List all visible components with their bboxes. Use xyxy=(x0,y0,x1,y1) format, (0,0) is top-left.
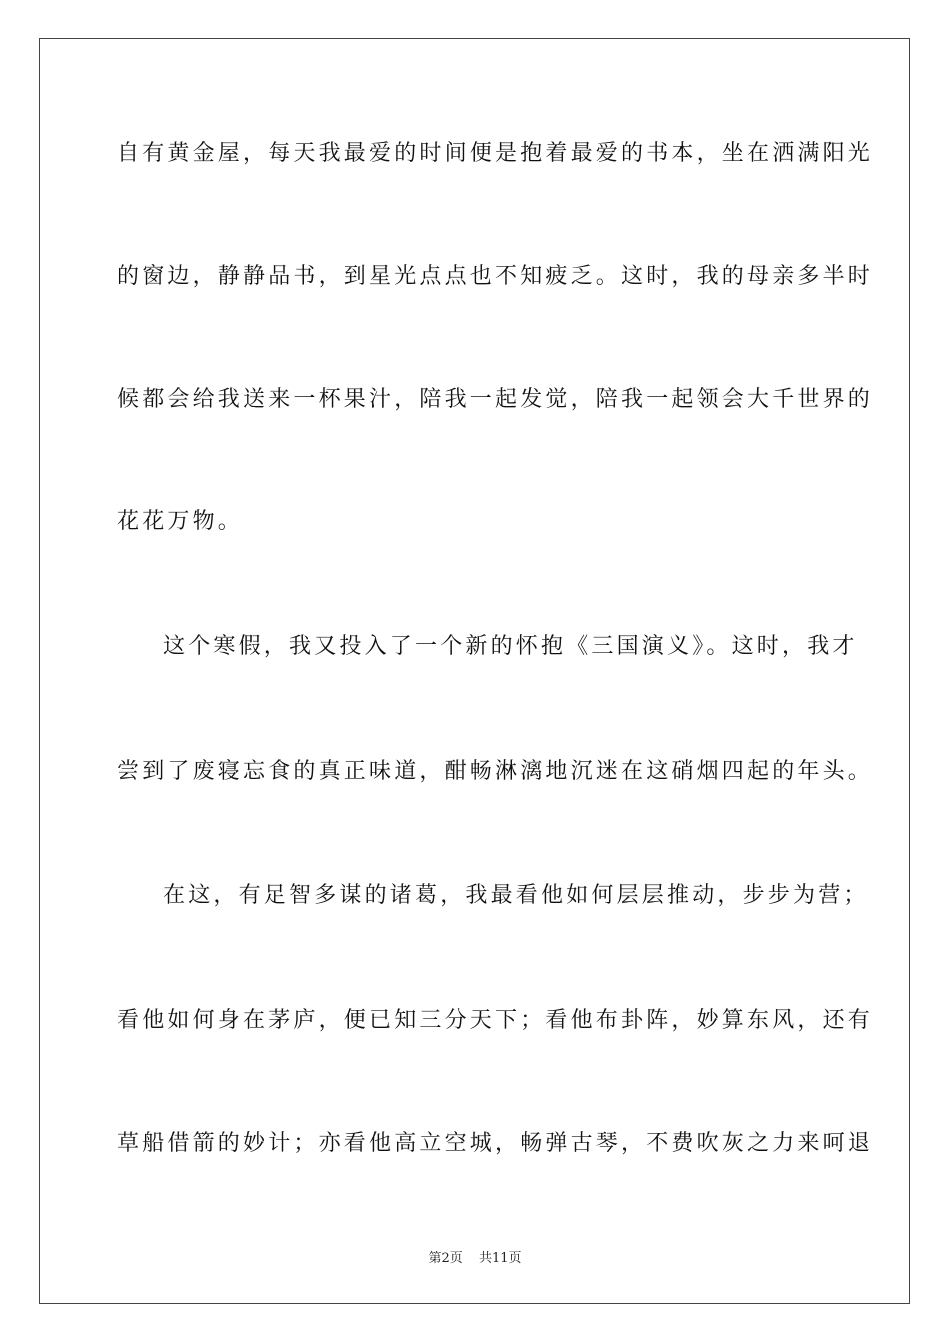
page-total: 共11页 xyxy=(478,1251,522,1266)
text-line-5: 这个寒假，我又投入了一个新的怀抱《三国演义》。这时，我才 xyxy=(163,634,858,659)
text-line-3: 候都会给我送来一杯果汁，陪我一起发觉，陪我一起领会大千世界的 xyxy=(117,387,874,412)
page-number: 第2页 xyxy=(428,1251,463,1266)
page-frame xyxy=(39,38,910,1304)
text-line-1: 自有黄金屋，每天我最爱的时间便是抱着最爱的书本，坐在洒满阳光 xyxy=(117,141,874,166)
text-line-4: 花花万物。 xyxy=(117,509,244,534)
page-footer xyxy=(0,1247,950,1266)
text-line-8: 看他如何身在茅庐，便已知三分天下；看他布卦阵，妙算东风，还有 xyxy=(117,1008,874,1033)
text-line-9: 草船借箭的妙计；亦看他高立空城，畅弹古琴，不费吹灰之力来呵退 xyxy=(117,1131,874,1156)
text-line-7: 在这，有足智多谋的诸葛，我最看他如何层层推动，步步为营； xyxy=(163,883,869,908)
text-line-6: 尝到了废寝忘食的真正味道，酣畅淋漓地沉迷在这硝烟四起的年头。 xyxy=(117,759,874,784)
text-line-2: 的窗边，静静品书，到星光点点也不知疲乏。这时，我的母亲多半时 xyxy=(117,264,874,289)
